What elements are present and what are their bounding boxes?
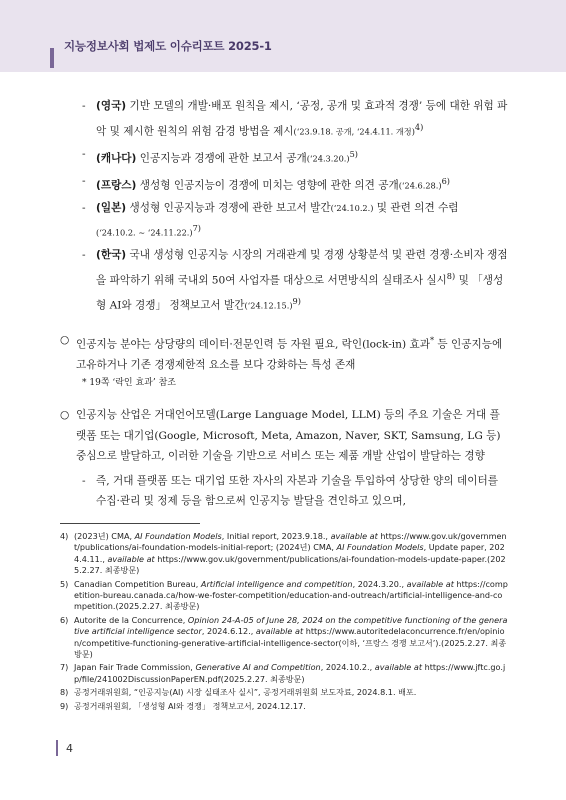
footnote-text: , 2024.6.12., xyxy=(201,626,256,637)
dash-bullet: - xyxy=(82,201,86,214)
footnote-4 xyxy=(60,531,508,577)
footnote-divider xyxy=(60,523,200,524)
item-date-2: (‘24.10.2. ~ ‘24.11.22.) xyxy=(96,227,193,238)
footnote-number: 5) xyxy=(60,578,69,589)
footnote-text: (2023년) CMA, xyxy=(74,531,135,541)
footnote-available-at: available at xyxy=(330,531,378,541)
footnote-number: 9) xyxy=(60,700,69,711)
page-header xyxy=(0,0,566,86)
dash-bullet: - xyxy=(82,249,86,262)
footnote-text: 공정거래위원회, 「생성형 AI와 경쟁」 정책보고서, 2024.12.17. xyxy=(74,700,306,711)
dash-bullet: - xyxy=(82,147,86,160)
list-item-uk xyxy=(60,96,508,142)
footnote-link[interactable]: https://www.jftc.go.jp/file/241002DiscussionPaperEN.pdf(2025.2.27. 최종방문) xyxy=(74,662,506,684)
note-lockin: * 19쪽 ‘락인 효과’ 참조 xyxy=(82,378,176,389)
item-text: 인공지능과 경쟁에 관한 보고서 공개 xyxy=(136,152,307,165)
footnote-ref[interactable]: 6) xyxy=(441,175,450,186)
paragraph-text: 인공지능 산업은 거대언어모델(Large Language Model, LLM) 등의 주요 기술은 거대 플랫폼 또는 대기업(Google, Microsoft, Meta, Amazon, Naver, SKT, Samsung, LG 등) 중심으로 발달하고, 이러한 기술을 기반으로 서비스 또는 제품 개발 산업이 발달하는 경향 xyxy=(76,409,501,463)
dash-bullet: - xyxy=(82,174,86,187)
main-content xyxy=(60,96,508,512)
footnote-ref[interactable]: 5) xyxy=(349,148,358,159)
item-date: (‘24.12.15.) xyxy=(244,300,293,311)
header-band xyxy=(0,0,566,72)
item-text: 국내 생성형 인공지능 시장의 거래관계 및 경쟁 상황분석 및 관련 경쟁·소비자 쟁점을 파악하기 위해 국내외 50여 사업자를 대상으로 서면방식의 실태조사 실시 xyxy=(96,249,508,287)
country-tag: (한국) xyxy=(96,249,127,262)
paragraph-text: 인공지능 분야는 상당량의 데이터·전문인력 등 자원 필요, 락인(lock-in) 효과 xyxy=(76,338,430,351)
circle-bullet: ○ xyxy=(60,409,70,422)
footnote-number: 7) xyxy=(60,662,69,673)
item-text-2: 및 관련 의견 수렴 xyxy=(373,201,459,214)
footnotes xyxy=(60,531,508,714)
footnote-text: , 2024.3.20., xyxy=(352,578,407,589)
footnote-title: Generative AI and Competition xyxy=(195,662,321,673)
footnote-available-at: available at xyxy=(255,626,304,637)
list-item-platform xyxy=(60,471,508,512)
footnote-title: AI Foundation Models xyxy=(134,531,222,541)
footnote-8 xyxy=(60,687,508,698)
list-item-france xyxy=(60,171,508,196)
dash-bullet: - xyxy=(82,474,86,487)
footnote-ref[interactable]: 4) xyxy=(414,121,424,132)
footnote-link[interactable]: https://competition-bureau.canada.ca/how-we-foster-competition/education-and-outreach/artificial-intelligence-and-competition.(2025.2.27. 최종방문) xyxy=(74,578,508,612)
footnote-title: AI Foundation Models xyxy=(336,542,424,553)
country-tag: (일본) xyxy=(96,201,127,214)
footnote-ref[interactable]: 7) xyxy=(192,223,201,234)
footnote-text: , Initial report, 2023.9.18., xyxy=(221,531,331,541)
footnote-text: Japan Fair Trade Commission, xyxy=(74,662,196,673)
footnote-link[interactable]: https://www.autoritedelaconcurrence.fr/en/opinion/competitive-functioning-generative-artificial-intelligence-sector(이하, ‘프랑스 경쟁 보고서’).(2025.2.27. 최종방문) xyxy=(74,626,507,660)
paragraph-text-2: 등 인공지능에 고유하거나 기존 경쟁제한적 요소를 보다 강화하는 특성 존재 xyxy=(76,338,503,371)
paragraph-llm xyxy=(60,405,508,467)
item-text-2: 및 「생성형 AI와 경쟁」 정책보고서 발간 xyxy=(96,274,504,312)
footnote-title: Opinion 24-A-05 of June 28, 2024 on the competitive functioning of the generative artificial intelligence sector xyxy=(74,614,508,637)
item-text: 생성형 인공지능이 경쟁에 미치는 영향에 관한 의견 공개 xyxy=(136,179,399,192)
asterisk-ref: * xyxy=(429,334,435,345)
footnote-7 xyxy=(60,662,508,685)
footnote-text: Canadian Competition Bureau, xyxy=(74,578,201,589)
item-date: (‘24.3.20.) xyxy=(306,153,350,164)
list-item-canada xyxy=(60,144,508,169)
header-accent-bar xyxy=(50,48,54,68)
footnote-number: 6) xyxy=(60,614,69,625)
footnote-text: , 2024.10.2., xyxy=(320,662,375,673)
footnote-available-at: available at xyxy=(406,578,454,589)
footnote-number: 8) xyxy=(60,687,69,698)
footnote-number: 4) xyxy=(60,531,69,541)
footnote-9 xyxy=(60,701,508,712)
item-text: 생성형 인공지능과 경쟁에 관한 보고서 발간 xyxy=(126,201,331,214)
country-tag: (프랑스) xyxy=(96,179,137,192)
page-number: 4 xyxy=(66,742,73,755)
footnote-text: Autorite de la Concurrence, xyxy=(74,614,188,625)
footnote-text: , Update paper, 2024.4.11., xyxy=(74,542,505,564)
item-date: (‘24.10.2.) xyxy=(330,202,374,213)
list-item-korea xyxy=(60,245,508,316)
footnote-available-at: available at xyxy=(107,553,155,564)
item-text: 기반 모델의 개발·배포 원칙을 제시, ‘공정, 공개 및 효과적 경쟁’ 등에 대한 위험 파악 및 제시한 원칙의 위험 감경 방법을 제시 xyxy=(96,100,508,138)
list-item-japan xyxy=(60,198,508,244)
page-number-accent xyxy=(56,740,58,756)
footnote-link[interactable]: https://www.gov.uk/government/publications/ai-foundation-models-initial-report; (2024년) CMA, xyxy=(74,531,507,553)
dash-bullet: - xyxy=(82,100,86,112)
footnote-ref[interactable]: 9) xyxy=(292,295,301,306)
footnote-available-at: available at xyxy=(374,662,422,673)
footnote-text: 공정거래위원회, “인공지능(AI) 시장 실태조사 실시”, 공정거래위원회 보도자료, 2024.8.1. 배포. xyxy=(74,687,417,698)
item-text: 즉, 거대 플랫폼 또는 대기업 또한 자사의 자본과 기술을 투입하여 상당한 양의 데이터를 수집·관리 및 정제 등을 함으로써 인공지능 발달을 견인하고 있으며, xyxy=(96,474,498,508)
item-date: (‘23.9.18. 공개, ‘24.4.11. 개정) xyxy=(293,126,415,137)
footnote-link[interactable]: https://www.gov.uk/government/publications/ai-foundation-models-update-paper.(2025.2.27. 최종방문) xyxy=(74,553,506,576)
paragraph-lockin xyxy=(60,330,508,376)
item-date: (‘24.6.28.) xyxy=(398,180,442,191)
report-title: 지능정보사회 법제도 이슈리포트 2025-1 xyxy=(64,39,272,53)
circle-bullet: ○ xyxy=(60,333,70,346)
footnote-6 xyxy=(60,615,508,661)
footnote-5 xyxy=(60,579,508,613)
country-tag: (캐나다) xyxy=(96,152,137,165)
country-tag: (영국) xyxy=(96,100,127,112)
footnote-title: Artificial intelligence and competition xyxy=(200,578,353,589)
footnote-ref[interactable]: 8) xyxy=(446,270,456,281)
